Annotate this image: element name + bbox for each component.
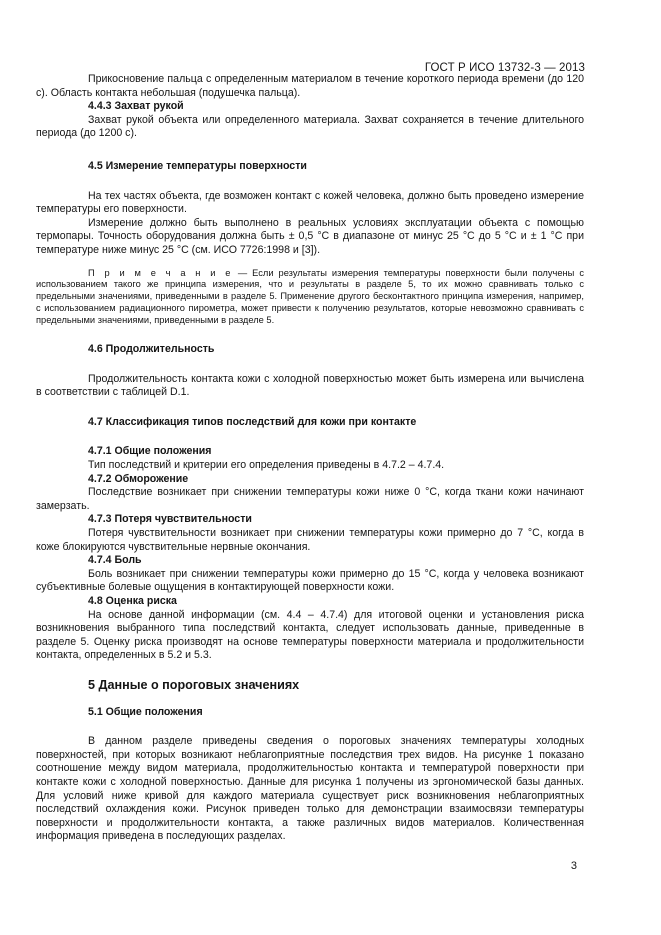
- heading-4-7: 4.7 Классификация типов последствий для кожи при контакте: [88, 415, 417, 428]
- paragraph: Захват рукой объекта или определенного материала. Захват сохраняется в течение длительного периода (до 1200 с).: [36, 113, 584, 140]
- heading-4-7-1: 4.7.1 Общие положения: [88, 445, 212, 458]
- paragraph: Последствие возникает при снижении температуры кожи ниже 0 °С, когда ткани кожи начинают замерзать.: [36, 486, 584, 512]
- note: [36, 268, 584, 328]
- heading-4-8: 4.8 Оценка риска: [88, 594, 177, 607]
- paragraph: Прикосновение пальца с определенным материалом в течение короткого периода времени (до 120 с). Область контакта небольшая (подушечка пальца).: [36, 73, 584, 99]
- paragraph: Тип последствий и критерии его определения приведены в 4.7.2 – 4.7.4.: [88, 459, 445, 472]
- document-code-header: ГОСТ Р ИСО 13732-3 — 2013: [424, 62, 585, 74]
- note-label: П р и м е ч а н и е: [88, 267, 233, 278]
- paragraph: На тех частях объекта, где возможен контакт с кожей человека, должно быть проведено измерение температуры его поверхности.: [36, 189, 584, 216]
- heading-4-4-3: 4.4.3 Захват рукой: [88, 100, 184, 113]
- heading-4-5: 4.5 Измерение температуры поверхности: [88, 159, 307, 172]
- heading-4-7-2: 4.7.2 Обморожение: [88, 472, 189, 485]
- heading-4-6: 4.6 Продолжительность: [88, 343, 215, 356]
- paragraph: Потеря чувствительности возникает при снижении температуры кожи примерно до 7 °С, когда в коже блокируются чувствительные нервные окончания.: [36, 527, 584, 553]
- paragraph: Продолжительность контакта кожи с холодной поверхностью может быть измерена или вычислена в соответствии с таблицей D.1.: [36, 372, 584, 399]
- paragraph: Боль возникает при снижении температуры кожи примерно до 15 °С, когда у человека возникают субъективные болевые ощущения в контактирующей поверхности кожи.: [36, 567, 584, 594]
- heading-4-7-3: 4.7.3 Потеря чувствительности: [88, 513, 252, 526]
- document-body: [36, 73, 585, 844]
- heading-4-7-4: 4.7.4 Боль: [88, 554, 142, 567]
- page-number: 3: [570, 860, 577, 872]
- paragraph: Измерение должно быть выполнено в реальных условиях эксплуатации объекта с помощью термопары. Точность оборудования должна быть ± 0,5 °С в диапазоне от минус 25 °С до 5 °С и ± 1 °С при температуре ниже минус 25 °С (см. ИСО 7726:1998 и [3]).: [36, 216, 584, 256]
- note-text: — Если результаты измерения температуры поверхности были получены с использованием такого же принципа измерения, что и результаты в разделе 5, то их можно сравнивать только с предельными значениями, приведенными в разделе 5. Применение другого бесконтактного принципа измерения, например, с использованием радиационного пирометра, может привести к получению результатов, которые невозможно сравнивать с предельными значениями, приведенными в разделе 5.: [36, 267, 585, 326]
- paragraph: На основе данной информации (см. 4.4 – 4.7.4) для итоговой оценки и установления риска возникновения выбранного типа последствий контакта, следует использовать данные, приведенные в разделе 5. Оценку риска производят на основе температуры поверхности материала и продолжительности контакта, определенных в 5.2 и 5.3.: [36, 608, 584, 662]
- paragraph: В данном разделе приведены сведения о пороговых значениях температуры холодных поверхностей, при которых возникают неблагоприятные последствия трех видов. На рисунке 1 показано соотношение между видом материала, продолжительностью контакта и температурой поверхности при контакте кожи с холодной поверхностью. Данные для рисунка 1 получены из эргономической базы данных. Для условий ниже кривой для каждого материала существует риск возникновения неблагоприятных последствий охлаждения кожи. Рисунок приведен только для демонстрации взаимосвязи температуры поверхности и продолжительности контакта, а также различных видов материалов. Количественная информация приведена в последующих разделах.: [36, 735, 584, 843]
- heading-section-5: 5 Данные о пороговых значениях: [88, 677, 300, 692]
- heading-5-1: 5.1 Общие положения: [88, 705, 203, 718]
